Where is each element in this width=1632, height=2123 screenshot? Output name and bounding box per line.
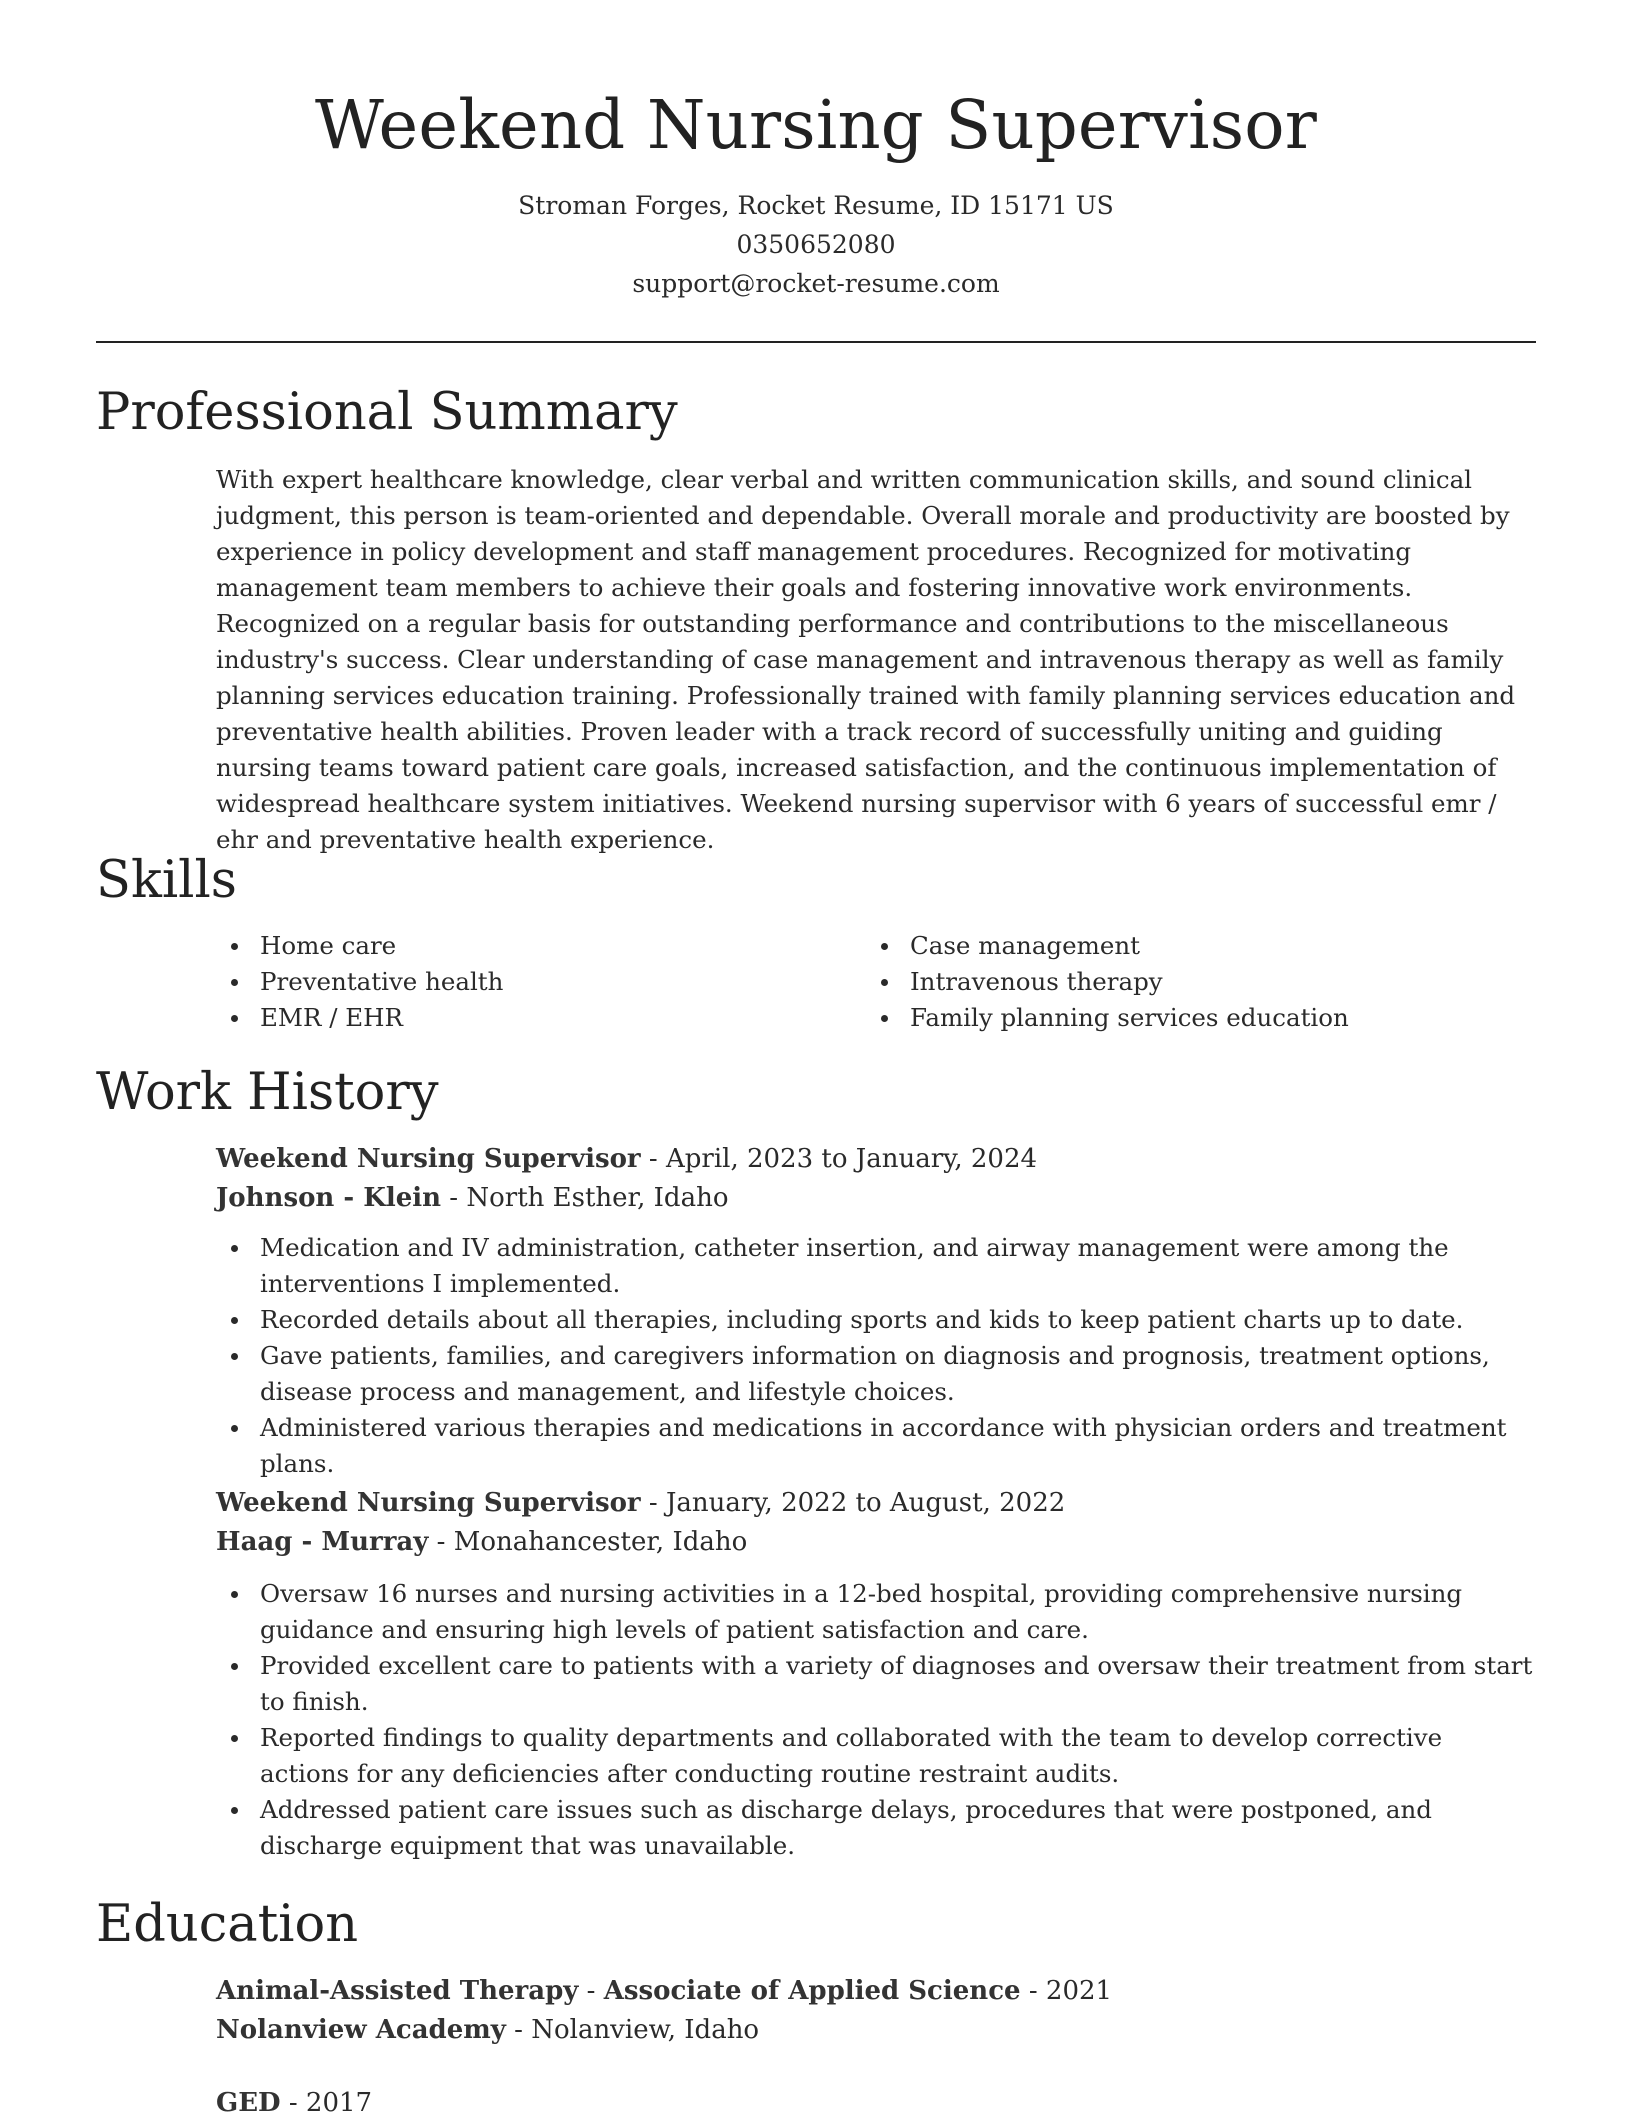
job-bullet: Medication and IV administration, catheter insertion, and airway management were among the interventions I implemented. [216,1230,1536,1302]
job-title: Weekend Nursing Supervisor [216,1488,641,1518]
education-heading: Education [96,1895,359,1954]
job-bullet: Reported findings to quality departments and collaborated with the team to develop corrective actions for any deficiencies after conducting routine restraint audits. [216,1720,1536,1792]
job-location: North Esther, Idaho [466,1183,729,1213]
job-title-line: Weekend Nursing Supervisor - January, 2022 to August, 2022 [216,1488,1066,1518]
skill-item: Home care [216,928,503,964]
skill-item: Family planning services education [866,1000,1349,1036]
candidate-name: Weekend Nursing Supervisor [314,86,1318,164]
job-bullets [216,1576,1536,1864]
job-bullet: Gave patients, families, and caregivers information on diagnosis and prognosis, treatment options, disease process and management, and lifestyle choices. [216,1338,1536,1410]
skills-column-left [216,928,503,1036]
job-title-line: Weekend Nursing Supervisor - April, 2023 to January, 2024 [216,1144,1038,1174]
job-bullet: Provided excellent care to patients with a variety of diagnoses and oversaw their treatment from start to finish. [216,1648,1536,1720]
education-program: GED [216,2088,281,2118]
job-bullets [216,1230,1536,1482]
resume-header [96,80,1536,303]
education-year: 2017 [305,2088,373,2118]
job-bullet: Oversaw 16 nurses and nursing activities in a 12-bed hospital, providing comprehensive nursing guidance and ensuring high levels of patient satisfaction and care. [216,1576,1536,1648]
education-location: Nolanview, Idaho [531,2015,760,2045]
job-company-line: Johnson - Klein - North Esther, Idaho [216,1183,729,1213]
education-school-line: Nolanview Academy - Nolanview, Idaho [216,2015,760,2045]
header-divider [96,341,1536,343]
summary-section [216,462,1536,858]
skills-heading: Skills [96,851,237,910]
job-bullet: Administered various therapies and medications in accordance with physician orders and treatment plans. [216,1410,1536,1482]
skill-item: Preventative health [216,964,503,1000]
skill-item: EMR / EHR [216,1000,503,1036]
education-degree: Associate of Applied Science [603,1976,1021,2006]
job-location: Monahancester, Idaho [453,1527,748,1557]
job-title: Weekend Nursing Supervisor [216,1144,641,1174]
education-year: 2021 [1045,1976,1113,2006]
education-entry [216,1972,1536,2050]
education-program-line: GED - 2017 [216,2088,373,2118]
job-bullet: Recorded details about all therapies, including sports and kids to keep patient charts up to date. [216,1302,1536,1338]
education-school: Nolanview Academy [216,2015,506,2045]
contact-email: support@rocket-resume.com [632,269,1000,298]
summary-text: With expert healthcare knowledge, clear verbal and written communication skills, and sound clinical judgment, this person is team-oriented and dependable. Overall morale and productivity are boosted by experience in policy development and staff management procedures. Recognized for motivating management team members to achieve their goals and fostering innovative work environments. Recognized on a regular basis for outstanding performance and contributions to the miscellaneous industry's success. Clear understanding of case management and intravenous therapy as well as family planning services education training. Professionally trained with family planning services education and preventative health abilities. Proven leader with a track record of successfully uniting and guiding nursing teams toward patient care goals, increased satisfaction, and the continuous implementation of widespread healthcare system initiatives. Weekend nursing supervisor with 6 years of successful emr / ehr and preventative health experience. [216,465,1516,854]
job-entry [216,1484,1536,1864]
education-entry [216,2084,1536,2123]
education-program-line: Animal-Assisted Therapy - Associate of Applied Science - 2021 [216,1976,1113,2006]
job-company: Haag - Murray [216,1527,429,1557]
work-history-heading: Work History [96,1063,439,1122]
skill-item: Case management [866,928,1349,964]
summary-heading: Professional Summary [96,383,678,442]
job-company-line: Haag - Murray - Monahancester, Idaho [216,1527,748,1557]
job-dates: January, 2022 to August, 2022 [665,1488,1066,1518]
skill-item: Intravenous therapy [866,964,1349,1000]
job-entry [216,1140,1536,1482]
skills-column-right [866,928,1349,1036]
job-dates: April, 2023 to January, 2024 [665,1144,1038,1174]
job-bullet: Addressed patient care issues such as discharge delays, procedures that were postponed, and discharge equipment that was unavailable. [216,1792,1536,1864]
contact-address: Stroman Forges, Rocket Resume, ID 15171 US [518,191,1114,220]
job-company: Johnson - Klein [216,1183,442,1213]
education-program: Animal-Assisted Therapy [216,1976,579,2006]
contact-phone: 0350652080 [736,230,896,259]
